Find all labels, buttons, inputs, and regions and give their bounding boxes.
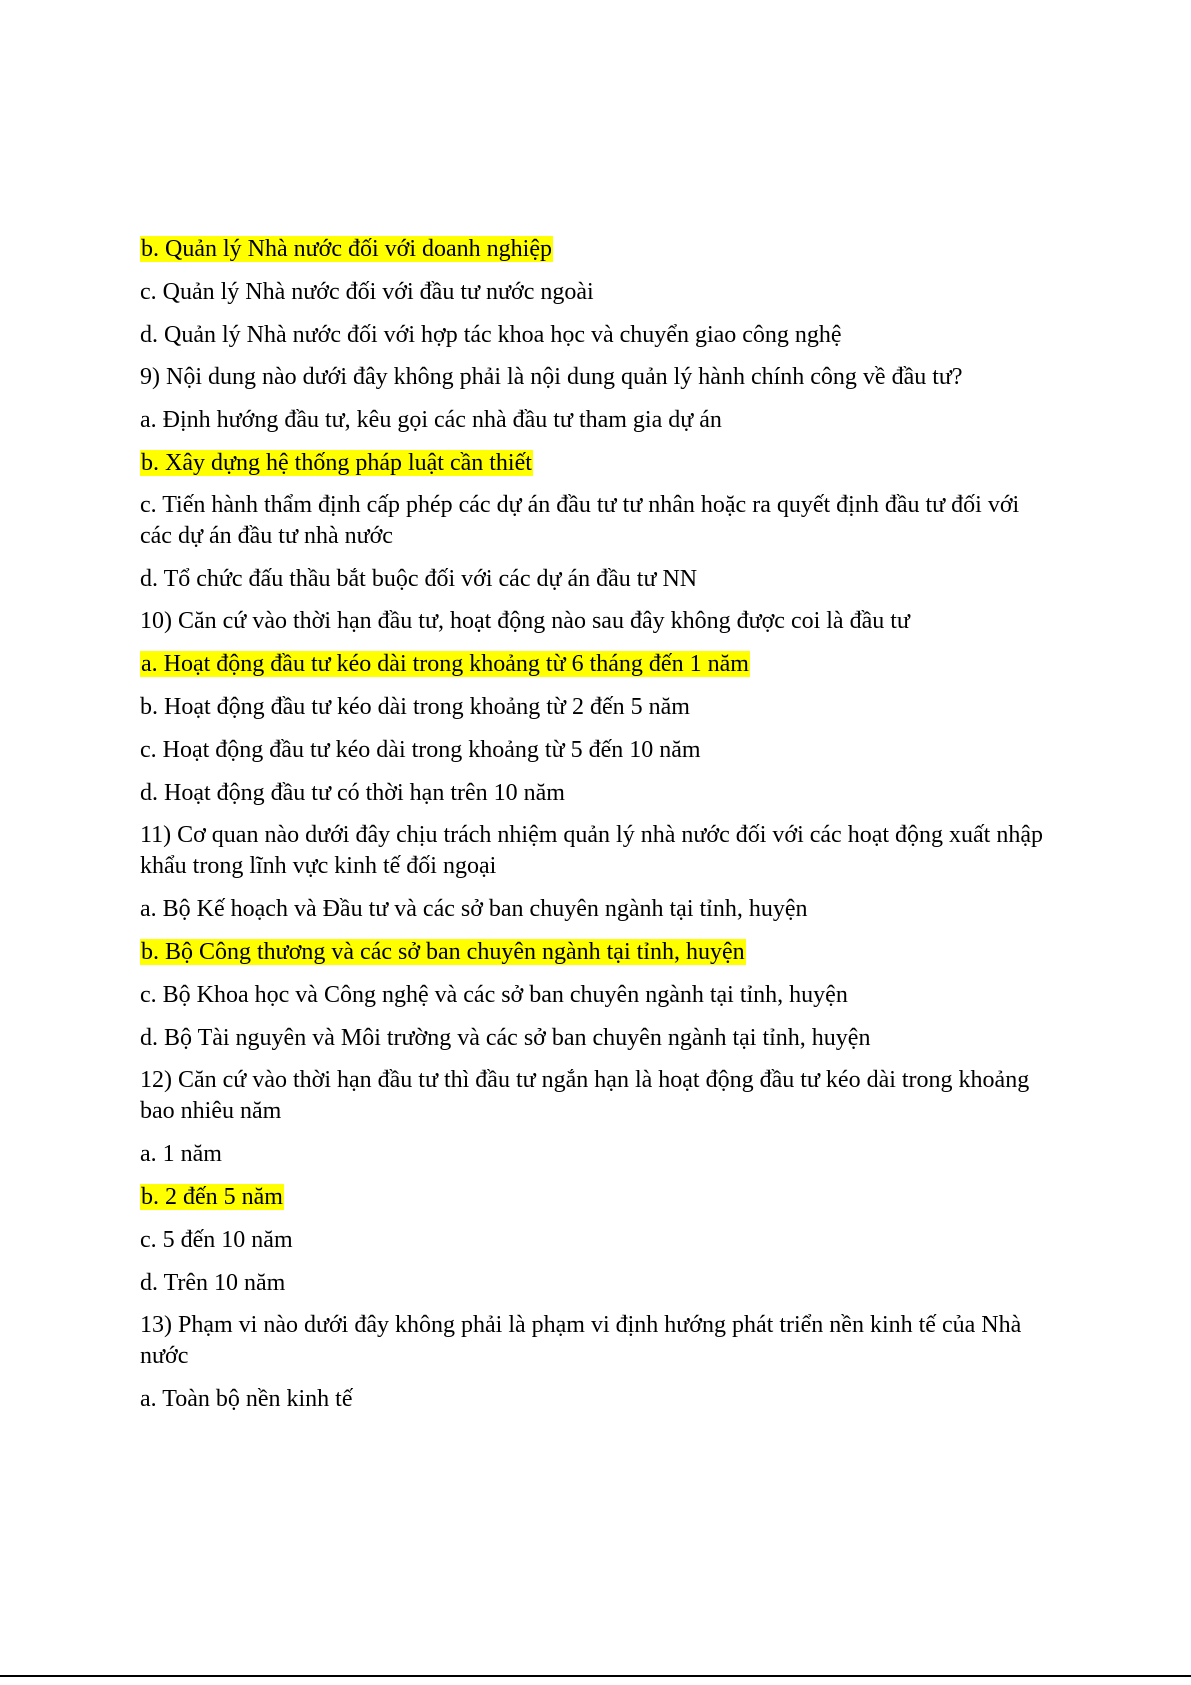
answer-option — [140, 893, 1045, 925]
answer-option — [140, 563, 1045, 595]
line-text: c. Quản lý Nhà nước đối với đầu tư nước ngoài — [140, 279, 594, 305]
answer-option — [140, 319, 1045, 351]
line-text: a. Hoạt động đầu tư kéo dài trong khoảng từ 6 tháng đến 1 năm — [141, 651, 749, 677]
answer-option — [140, 979, 1045, 1011]
line-text: d. Bộ Tài nguyên và Môi trường và các sở ban chuyên ngành tại tỉnh, huyện — [140, 1025, 871, 1051]
line-text: d. Trên 10 năm — [140, 1270, 286, 1296]
line-text: a. Toàn bộ nền kinh tế — [140, 1386, 353, 1412]
question-text — [140, 1310, 1045, 1372]
answer-option — [140, 276, 1045, 308]
line-text: c. 5 đến 10 năm — [140, 1227, 293, 1253]
answer-option-highlighted — [140, 233, 1045, 265]
line-text: d. Quản lý Nhà nước đối với hợp tác khoa học và chuyển giao công nghệ — [140, 322, 842, 348]
line-text: b. Quản lý Nhà nước đối với doanh nghiệp — [141, 236, 552, 262]
line-text: 10) Căn cứ vào thời hạn đầu tư, hoạt động nào sau đây không được coi là đầu tư — [140, 608, 910, 634]
line-text: a. Định hướng đầu tư, kêu gọi các nhà đầu tư tham gia dự án — [140, 407, 722, 433]
line-text: b. 2 đến 5 năm — [141, 1184, 283, 1210]
answer-option — [140, 1224, 1045, 1256]
line-text: c. Hoạt động đầu tư kéo dài trong khoảng từ 5 đến 10 năm — [140, 737, 701, 763]
answer-option-highlighted — [140, 648, 1045, 680]
line-text: 11) Cơ quan nào dưới đây chịu trách nhiệm quản lý nhà nước đối với các hoạt động xuất nhập khẩu trong lĩnh vực kinh tế đối ngoại — [140, 822, 1043, 879]
line-text: 13) Phạm vi nào dưới đây không phải là phạm vi định hướng phát triển nền kinh tế của Nhà nước — [140, 1312, 1022, 1369]
line-text: b. Bộ Công thương và các sở ban chuyên ngành tại tỉnh, huyện — [141, 939, 745, 965]
answer-option — [140, 404, 1045, 436]
answer-option — [140, 691, 1045, 723]
line-text: a. Bộ Kế hoạch và Đầu tư và các sở ban chuyên ngành tại tỉnh, huyện — [140, 896, 808, 922]
line-text: a. 1 năm — [140, 1141, 222, 1167]
line-text: d. Hoạt động đầu tư có thời hạn trên 10 năm — [140, 780, 565, 806]
line-text: b. Xây dựng hệ thống pháp luật cần thiết — [141, 450, 532, 476]
line-text: b. Hoạt động đầu tư kéo dài trong khoảng từ 2 đến 5 năm — [140, 694, 690, 720]
answer-option — [140, 1022, 1045, 1054]
line-text: c. Bộ Khoa học và Công nghệ và các sở ban chuyên ngành tại tỉnh, huyện — [140, 982, 848, 1008]
answer-option — [140, 1267, 1045, 1299]
answer-option-highlighted — [140, 1181, 1045, 1213]
answer-option-highlighted — [140, 447, 1045, 479]
quiz-content — [140, 233, 1045, 1426]
line-text: 12) Căn cứ vào thời hạn đầu tư thì đầu tư ngắn hạn là hoạt động đầu tư kéo dài trong khoảng bao nhiêu năm — [140, 1067, 1030, 1124]
answer-option — [140, 1138, 1045, 1170]
question-text — [140, 820, 1045, 882]
line-text: 9) Nội dung nào dưới đây không phải là nội dung quản lý hành chính công về đầu tư? — [140, 364, 963, 390]
answer-option — [140, 777, 1045, 809]
question-text — [140, 606, 1045, 637]
page-bottom-rule — [0, 1675, 1191, 1677]
question-text — [140, 362, 1045, 393]
question-text — [140, 490, 1045, 552]
answer-option — [140, 734, 1045, 766]
line-text: d. Tổ chức đấu thầu bắt buộc đối với các dự án đầu tư NN — [140, 566, 698, 592]
answer-option-highlighted — [140, 936, 1045, 968]
answer-option — [140, 1383, 1045, 1415]
line-text: c. Tiến hành thẩm định cấp phép các dự án đầu tư tư nhân hoặc ra quyết định đầu tư đối với các dự án đầu tư nhà nước — [140, 492, 1020, 549]
question-text — [140, 1065, 1045, 1127]
